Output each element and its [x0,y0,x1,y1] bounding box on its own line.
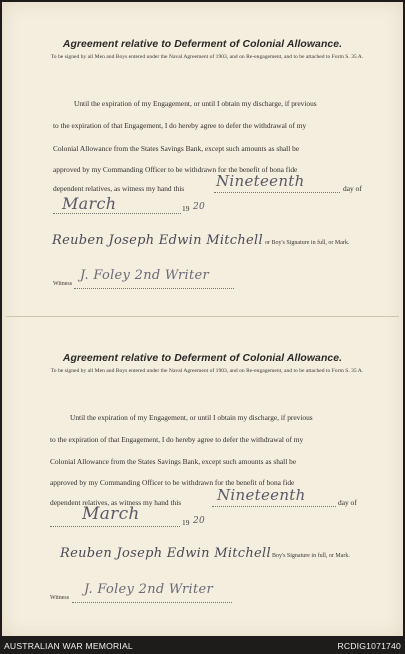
handwritten-month: March [62,194,117,213]
witness-dotted-line [74,288,234,289]
body-line-5: dependent relatives, as witness my hand this [53,184,185,193]
body-line-5: dependent relatives, as witness my hand this [50,498,182,507]
body-line-4: approved by my Commanding Officer to be withdrawn for the benefit of bona fide [50,478,295,487]
form-title: Agreement relative to Deferment of Colonial Allowance. [62,353,343,364]
day-dotted-line [214,192,340,193]
year-prefix: 19 [182,518,190,527]
witness-label: Witness [53,281,73,287]
body-line-2: to the expiration of that Engagement, I do hereby agree to defer the withdrawal of my [53,121,307,130]
body-line-4: approved by my Commanding Officer to be withdrawn for the benefit of bona fide [53,165,298,174]
day-dotted-line [212,506,336,507]
body-line-1: Until the expiration of my Engagement, or until I obtain my discharge, if previous [70,413,313,422]
day-of-label: day of [338,498,357,507]
form-subtitle: To be signed by all Men and Boys entered under the Naval Agreement of 1903, and on Re-engagement, and to be attached to Form S. 35 A. [50,368,364,374]
form-subtitle: To be signed by all Men and Boys entered under the Naval Agreement of 1903, and on Re-engagement, and to be attached to Form S. 35 A. [50,54,364,60]
handwritten-day: Nineteenth [217,486,306,504]
handwritten-year: 20 [193,202,206,212]
handwritten-month: March [82,504,140,524]
month-dotted-line [53,213,181,214]
archive-credit: AUSTRALIAN WAR MEMORIAL [4,641,133,651]
record-id: RCDIG1071740 [337,641,401,651]
handwritten-year: 20 [193,516,206,526]
document-sheet [2,2,403,636]
signature-caption: or Boy's Signature in full, or Mark. [265,240,350,246]
witness-label: Witness [50,595,70,601]
handwritten-signature: Reuben Joseph Edwin Mitchell [60,546,271,561]
day-of-label: day of [343,184,362,193]
body-line-1: Until the expiration of my Engagement, or until I obtain my discharge, if previous [74,99,317,108]
signature-caption: Boy's Signature in full, or Mark. [272,553,350,559]
form-title: Agreement relative to Deferment of Colonial Allowance. [62,39,343,50]
witness-signature: J. Foley 2nd Writer [80,268,210,283]
year-prefix: 19 [182,204,190,213]
body-line-2: to the expiration of that Engagement, I do hereby agree to defer the withdrawal of my [50,435,304,444]
month-dotted-line [50,526,180,527]
body-line-3: Colonial Allowance from the States Savings Bank, except such amounts as shall be [50,457,297,466]
form-divider [6,316,399,317]
handwritten-day: Nineteenth [216,172,305,190]
witness-dotted-line [72,602,232,603]
body-line-3: Colonial Allowance from the States Savings Bank, except such amounts as shall be [53,144,300,153]
handwritten-signature: Reuben Joseph Edwin Mitchell [52,233,263,248]
witness-signature: J. Foley 2nd Writer [84,582,214,597]
